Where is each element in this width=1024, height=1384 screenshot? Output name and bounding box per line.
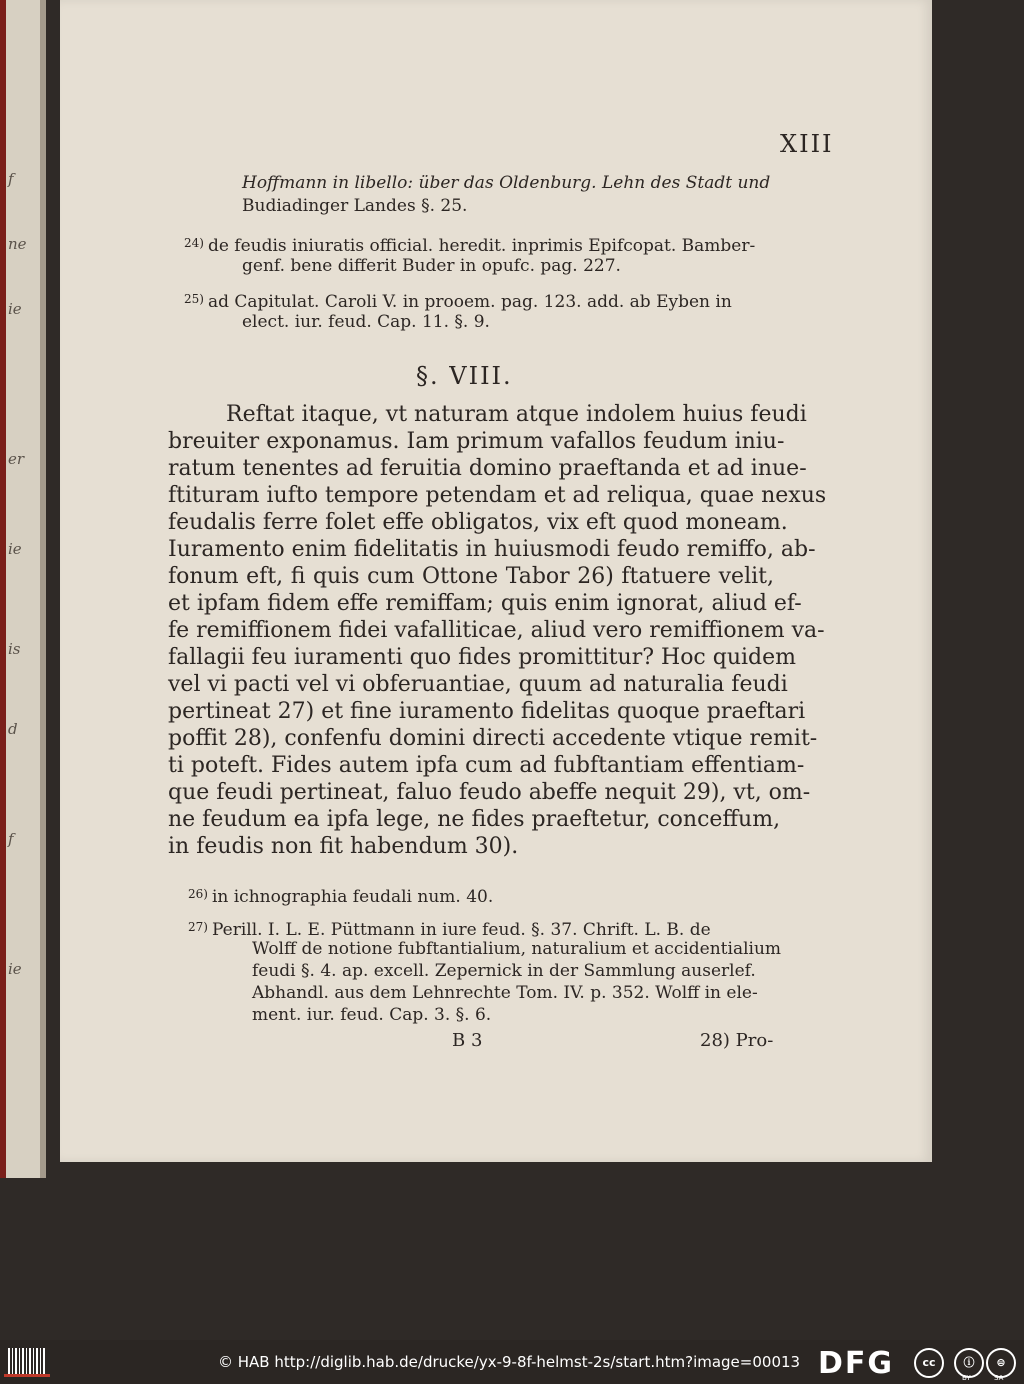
body-text-line: fe remiffionem fidei vafalliticae, aliud vero remiffionem va- (168, 618, 825, 643)
section-heading: §. VIII. (416, 362, 513, 390)
footnote-26-line: $^{26)}$ in ichnographia feudali num. 40. (188, 887, 494, 907)
edge-mark: ie (8, 540, 22, 558)
edge-mark: is (8, 640, 21, 658)
by-icon[interactable]: ⓘ (954, 1348, 984, 1378)
body-text-line: Iuramento enim fidelitatis in huiusmodi feudo remiffo, ab- (168, 537, 816, 562)
footnote-27-line: Wolff de notione fubftantialium, naturalium et accidentialium (252, 939, 782, 959)
sa-icon[interactable]: ⊜ (986, 1348, 1016, 1378)
body-text-line: vel vi pacti vel vi obferuantiae, quum ad naturalia feudi (168, 672, 788, 697)
footnote-24-line: genf. bene differit Buder in opufc. pag. 227. (242, 256, 621, 276)
body-text-line: ftituram iufto tempore petendam et ad reliqua, quae nexus (168, 483, 827, 508)
footnote-23-line: Budiadinger Landes §. 25. (242, 196, 468, 216)
catchword: 28) Pro- (700, 1030, 774, 1051)
edge-mark: ie (8, 960, 22, 978)
footnote-27-line: $^{27)}$ Perill. I. L. E. Püttmann in iure feud. §. 37. Chrift. L. B. de (188, 920, 711, 940)
body-text-line: fallagii feu iuramenti quo fides promittitur? Hoc quidem (168, 645, 796, 670)
page-number: XIII (780, 130, 834, 158)
by-caption: BY (962, 1374, 971, 1382)
footnote-24-line: $^{24)}$ de feudis iniuratis official. heredit. inprimis Epifcopat. Bamber- (184, 236, 756, 256)
edge-mark: f (8, 830, 14, 848)
body-text-line: ne feudum ea ipfa lege, ne fides praeftetur, conceffum, (168, 807, 781, 832)
edge-mark: d (8, 720, 18, 738)
footnote-25-line: $^{25)}$ ad Capitulat. Caroli V. in prooem. pag. 123. add. ab Eyben in (184, 292, 732, 312)
footnote-27-line: ment. iur. feud. Cap. 3. §. 6. (252, 1005, 492, 1025)
body-text-line: ti poteft. Fides autem ipfa cum ad fubftantiam effentiam- (168, 753, 805, 778)
cc-icon[interactable]: cc (914, 1348, 944, 1378)
body-text-line: que feudi pertineat, faluo feudo abeffe nequit 29), vt, om- (168, 780, 811, 805)
footnote-mark: 26) (188, 887, 208, 901)
footnote-27-line: Abhandl. aus dem Lehnrechte Tom. IV. p. 352. Wolff in ele- (252, 983, 758, 1003)
body-text-line: et ipfam fidem effe remiffam; quis enim ignorat, aliud ef- (168, 591, 802, 616)
book-page (60, 0, 932, 1162)
body-text-line: ratum tenentes ad feruitia domino praeftanda et ad inue- (168, 456, 807, 481)
body-text-line: pertineat 27) et fine iuramento fidelitas quoque praeftari (168, 699, 806, 724)
edge-mark: ne (8, 235, 27, 253)
body-text-line: poffit 28), confenfu domini directi accedente vtique remit- (168, 726, 818, 751)
footnote-mark: 25) (184, 292, 204, 306)
footnote-mark: 24) (184, 236, 204, 250)
barcode-underline (4, 1374, 50, 1377)
edge-mark: er (8, 450, 25, 468)
body-text-line: feudalis ferre folet effe obligatos, vix eft quod moneam. (168, 510, 788, 535)
footnote-27-line: feudi §. 4. ap. excell. Zepernick in der Sammlung auserlef. (252, 961, 756, 981)
edge-mark: f (8, 170, 14, 188)
body-text-line: in feudis non fit habendum 30). (168, 834, 519, 859)
body-text-line: breuiter exponamus. Iam primum vafallos feudum iniu- (168, 429, 785, 454)
body-text-line: Reftat itaque, vt naturam atque indolem huius feudi (226, 402, 807, 427)
dfg-logo[interactable]: DFG (818, 1346, 895, 1381)
sa-caption: SA (994, 1374, 1004, 1382)
signature-mark: B 3 (452, 1030, 483, 1051)
footnote-25-line: elect. iur. feud. Cap. 11. §. 9. (242, 312, 490, 332)
barcode-icon (8, 1348, 46, 1376)
viewer-footer (0, 1340, 1024, 1384)
adjacent-page-edge (0, 0, 46, 1178)
edge-mark: ie (8, 300, 22, 318)
footnote-mark: 27) (188, 920, 208, 934)
body-text-line: fonum eft, fi quis cum Ottone Tabor 26) ftatuere velit, (168, 564, 774, 589)
footnote-23-line: Hoffmann in libello: über das Oldenburg. Lehn des Stadt und (242, 173, 771, 193)
copyright-url[interactable]: © HAB http://diglib.hab.de/drucke/yx-9-8f-helmst-2s/start.htm?image=00013 (218, 1353, 801, 1371)
